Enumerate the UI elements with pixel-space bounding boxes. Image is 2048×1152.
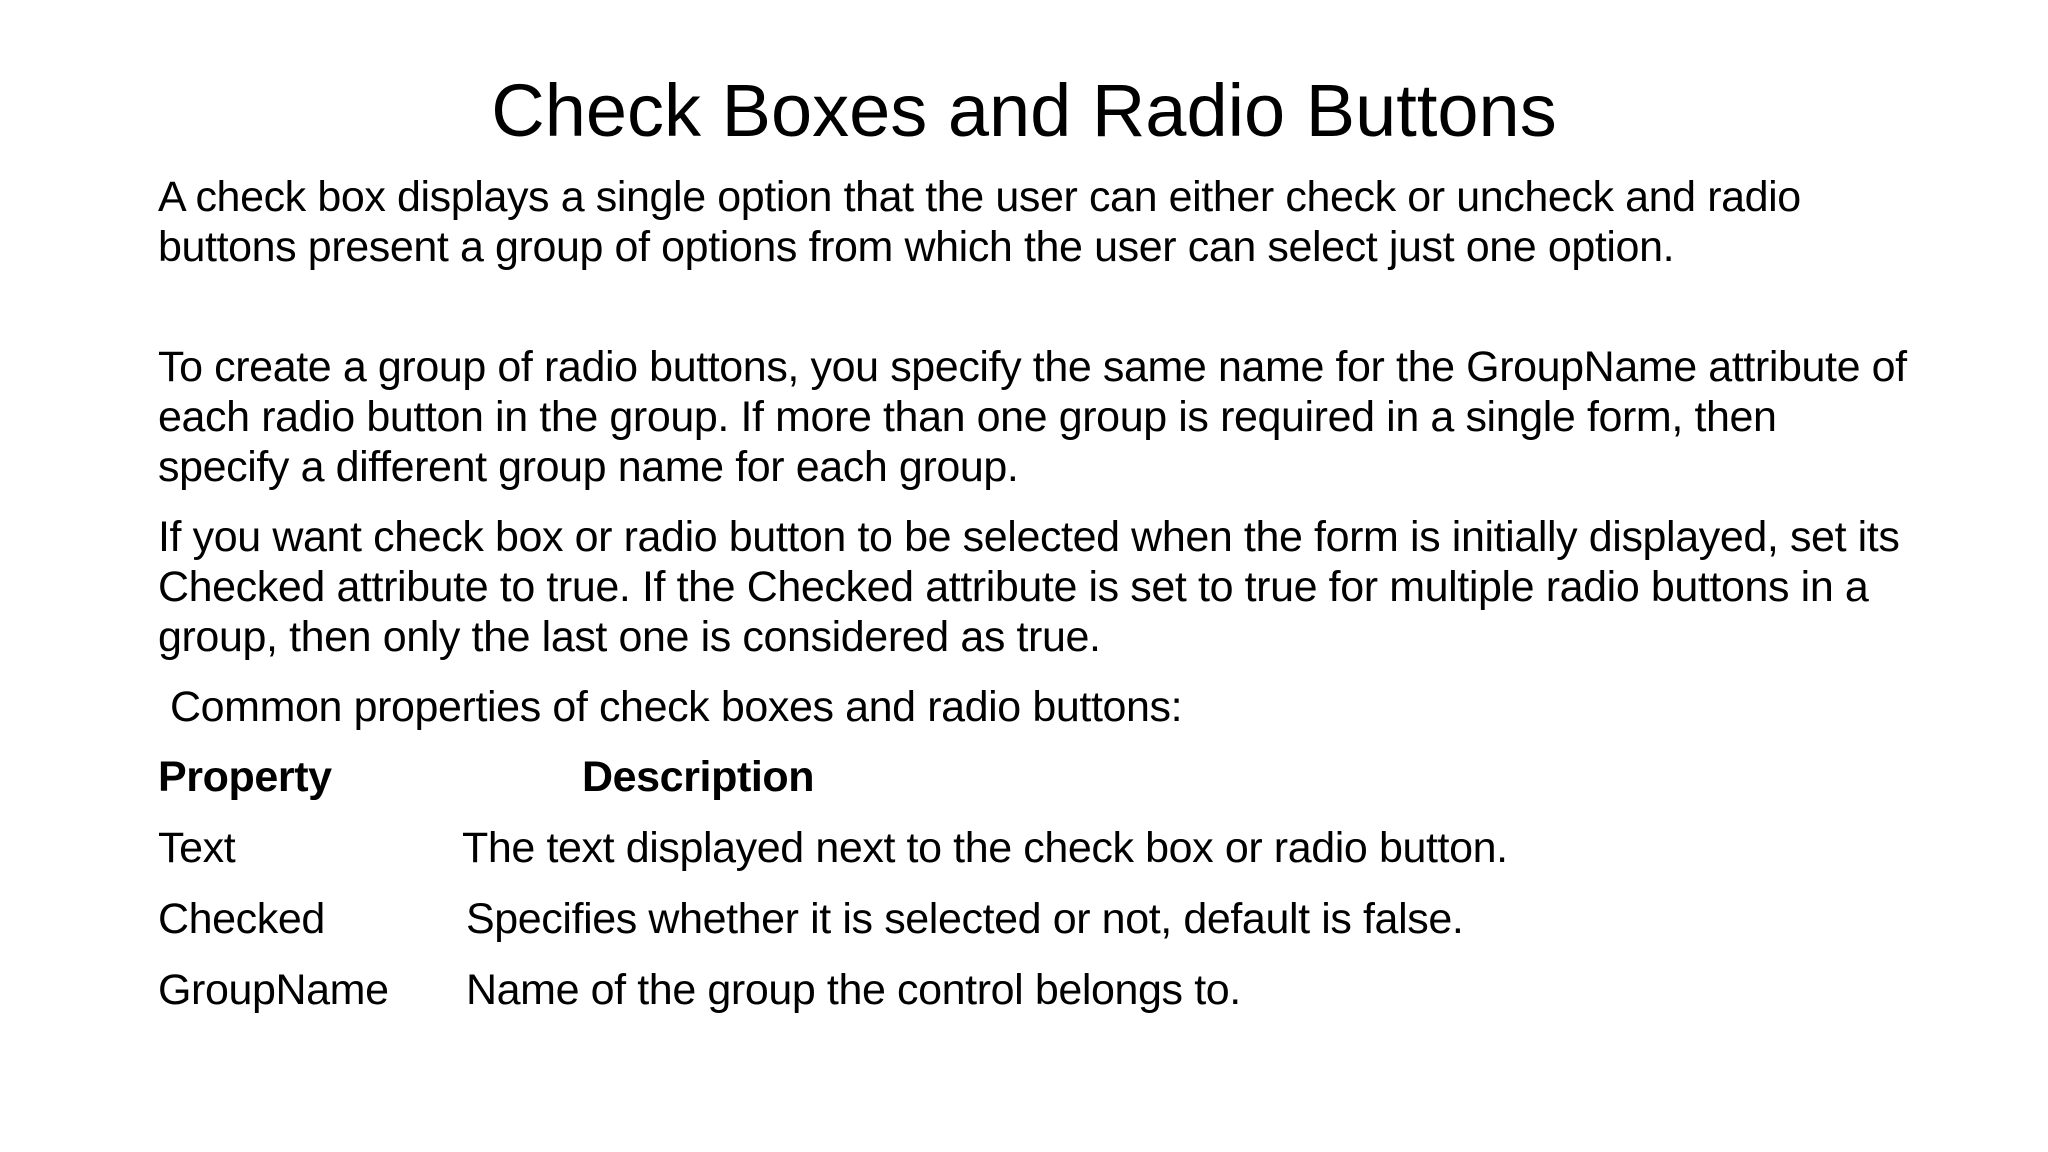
- table-row: [158, 963, 1918, 1017]
- property-description: Specifies whether it is selected or not, default is false.: [466, 895, 1464, 943]
- property-name: Text: [158, 824, 236, 872]
- header-property: Property: [158, 753, 332, 801]
- properties-table-header: [158, 750, 1918, 804]
- paragraph-radio-group: To create a group of radio buttons, you specify the same name for the GroupName attribute of each radio button in the group. If more than one group is required in a single form, then specify a different group name for each group.: [158, 343, 1907, 491]
- property-name: Checked: [158, 895, 325, 943]
- table-row: [158, 892, 1918, 946]
- table-row: [158, 821, 1918, 875]
- property-name: GroupName: [158, 966, 389, 1014]
- paragraph-checked-attribute: If you want check box or radio button to be selected when the form is initially displayed, set its Checked attribute to true. If the Checked attribute is set to true for multiple radio buttons in a group, then only the last one is considered as true.: [158, 513, 1900, 661]
- property-description: The text displayed next to the check box or radio button.: [462, 824, 1508, 872]
- paragraph-check-box-intro: A check box displays a single option that the user can either check or uncheck and radio buttons present a group of options from which the user can select just one option.: [158, 173, 1801, 271]
- slide-title: Check Boxes and Radio Buttons: [491, 69, 1557, 152]
- paragraph-common-properties: Common properties of check boxes and radio buttons:: [170, 683, 1183, 731]
- property-description: Name of the group the control belongs to.: [466, 966, 1241, 1014]
- header-description: Description: [582, 753, 815, 801]
